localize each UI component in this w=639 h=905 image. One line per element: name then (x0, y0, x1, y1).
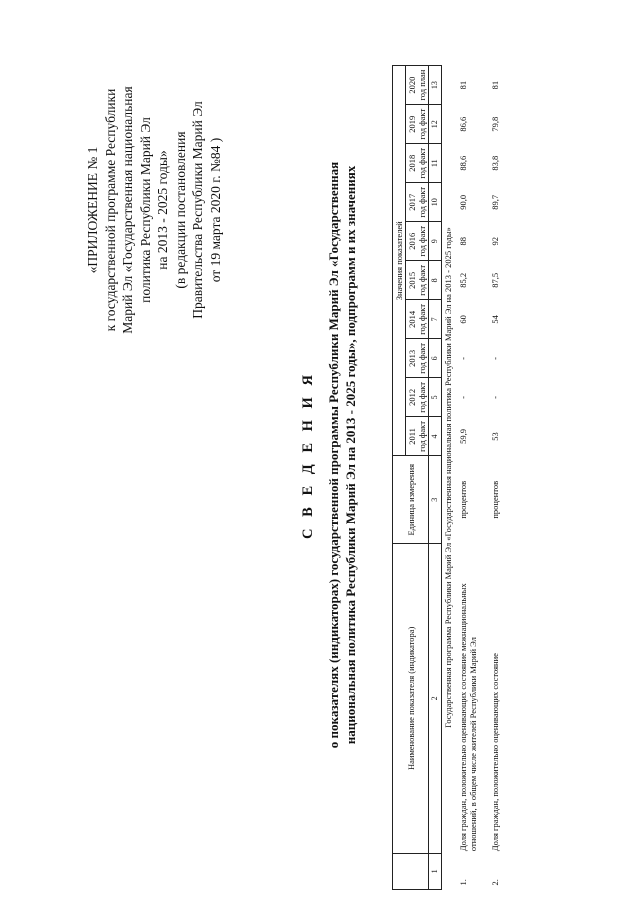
column-number: 3 (429, 456, 442, 544)
year-label: 2014 (407, 310, 417, 328)
appendix-line: политика Республики Марий Эл (137, 117, 153, 303)
row-indicator-name: Доля граждан, положительно оценивающих состояние (490, 653, 500, 852)
row-value: 79,8 (490, 116, 500, 132)
column-number: 13 (429, 66, 442, 105)
row-value: 90,0 (458, 194, 468, 210)
header-unit: Единица измерения (393, 456, 429, 544)
row-unit: процентов (490, 480, 500, 519)
year-kind: год план (417, 69, 427, 101)
year-kind: год факт (417, 303, 427, 335)
row-value: 89,7 (490, 194, 500, 210)
row-value: 86,6 (458, 116, 468, 132)
year-kind: год факт (417, 343, 427, 374)
row-value: - (458, 356, 468, 360)
column-number: 10 (429, 183, 442, 222)
row-value: - (490, 396, 500, 399)
document-title (300, 65, 359, 845)
header-year (406, 144, 429, 183)
row-value: 81 (458, 80, 468, 90)
section-row (442, 66, 455, 890)
year-kind: год факт (417, 225, 427, 257)
header-year (406, 300, 429, 339)
year-label: 2019 (407, 115, 417, 133)
appendix-line: (в редакции постановления (172, 131, 188, 289)
row-value: 88,6 (458, 155, 468, 171)
column-number: 12 (429, 105, 442, 144)
row-number: 2. (490, 879, 500, 886)
appendix-block (84, 80, 224, 340)
year-label: 2016 (407, 232, 417, 250)
year-kind: год факт (417, 108, 427, 140)
year-kind: год факт (417, 421, 427, 452)
header-year (406, 66, 429, 105)
header-year (406, 339, 429, 378)
year-label: 2011 (407, 428, 417, 445)
row-value: - (458, 396, 468, 399)
row-value: 81 (490, 80, 500, 90)
header-year (406, 183, 429, 222)
column-number: 9 (429, 222, 442, 261)
header-values-group: Значения показателей (393, 66, 406, 456)
appendix-line: Правительства Республики Марий Эл (190, 101, 205, 319)
row-value: 53 (490, 432, 500, 441)
column-number: 1 (429, 853, 442, 889)
column-number: 2 (429, 543, 442, 853)
section-title: Государственная программа Республики Марий Эл «Государственная национальная политика Республики Марий Эл на 2013 - 2025 годы» (443, 227, 453, 728)
appendix-line: на 2013 - 2025 годы» (155, 150, 170, 270)
appendix-line: «ПРИЛОЖЕНИЕ № 1 (85, 146, 100, 274)
row-value: 60 (458, 315, 468, 324)
header-year (406, 261, 429, 300)
column-number: 11 (429, 144, 442, 183)
table-row (454, 66, 486, 890)
table-row (486, 66, 508, 890)
header-year (406, 417, 429, 456)
column-number: 8 (429, 261, 442, 300)
year-label: 2018 (407, 154, 417, 172)
appendix-line: к государственной программе Республики (102, 88, 118, 332)
column-number: 6 (429, 339, 442, 378)
header-year (406, 105, 429, 144)
row-value: 59,9 (458, 429, 468, 444)
year-kind: год факт (417, 382, 427, 413)
year-kind: год факт (417, 264, 427, 296)
row-unit: процентов (458, 480, 468, 519)
row-number: 1. (458, 879, 468, 886)
row-value: 87,5 (490, 272, 500, 288)
header-indicator-name: Наименование показателя (индикатора) (393, 543, 429, 853)
title-main: С В Е Д Е Н И Я (300, 371, 316, 539)
year-label: 2012 (407, 388, 417, 406)
year-kind: год факт (417, 186, 427, 218)
appendix-line: от 19 марта 2020 г. №84 ) (207, 137, 223, 283)
row-value: 54 (490, 315, 500, 324)
year-label: 2020 (407, 76, 417, 94)
header-year (406, 222, 429, 261)
row-value: 83,8 (490, 155, 500, 171)
header-num (393, 853, 429, 889)
title-subtitle-line: национальная политика Республики Марий Эл на 2013 - 2025 годы», подпрограмм и их значениях (343, 165, 358, 745)
column-number: 4 (429, 417, 442, 456)
year-label: 2017 (407, 193, 417, 211)
year-label: 2013 (407, 349, 417, 367)
year-label: 2015 (407, 271, 417, 289)
column-numbers-row (429, 66, 442, 890)
row-value: 92 (490, 237, 500, 246)
title-subtitle-line: о показателях (индикаторах) государственной программы Республики Марий Эл «Государственная (326, 161, 341, 749)
header-year (406, 378, 429, 417)
column-number: 7 (429, 300, 442, 339)
row-value: - (490, 356, 500, 360)
indicators-table (392, 65, 508, 890)
appendix-line: Марий Эл «Государственная национальная (120, 86, 135, 334)
row-indicator-name: Доля граждан, положительно оценивающих состояние межнациональных отношений, в общем числе жителей Республики Марий Эл (458, 583, 478, 852)
row-value: 85,2 (458, 272, 468, 288)
year-kind: год факт (417, 147, 427, 179)
column-number: 5 (429, 378, 442, 417)
row-value: 88 (458, 237, 468, 246)
